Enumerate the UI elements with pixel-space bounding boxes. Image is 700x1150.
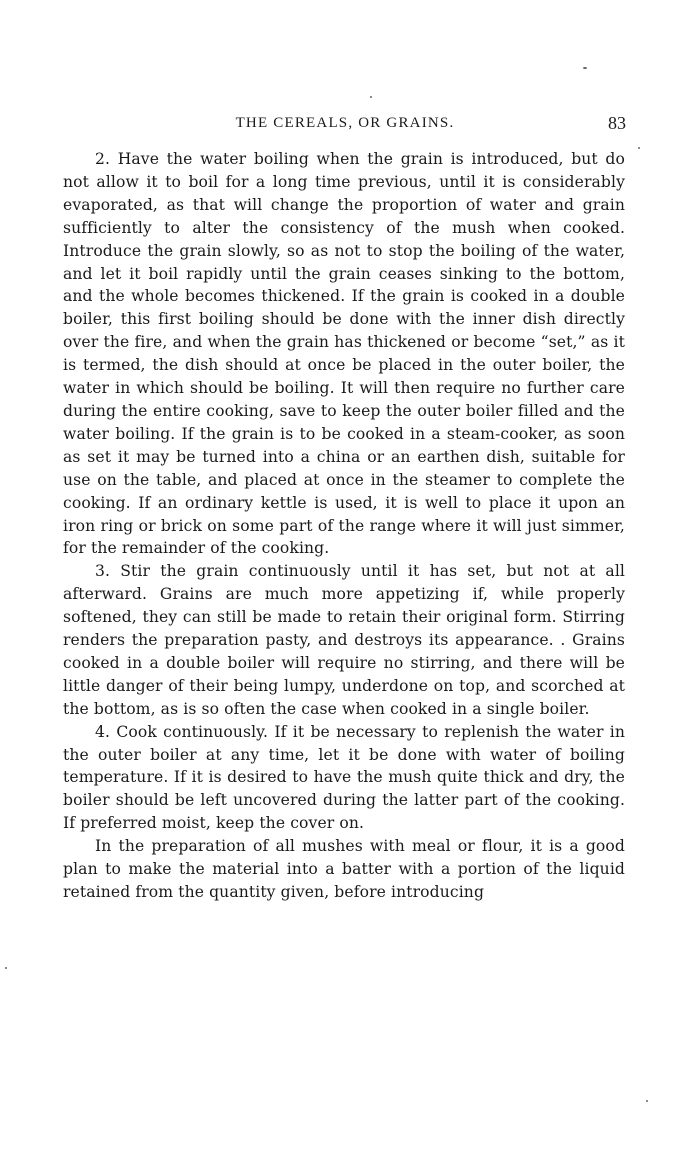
page-header (60, 108, 630, 138)
page-number: 83 (608, 113, 626, 133)
print-speck (583, 67, 587, 69)
print-speck (638, 147, 640, 149)
paragraph-mushes: In the preparation of all mushes with meal or flour, it is a good plan to make the material into a batter with a portion of the liquid retained from the quantity given, before introducing (63, 837, 625, 901)
running-head: THE CEREALS, OR GRAINS. (235, 115, 455, 131)
body-text (63, 148, 625, 904)
print-speck (370, 96, 372, 98)
paragraph-step-2: 2. Have the water boiling when the grain is introduced, but do not allow it to boil for a long time previous, until it is considerably evaporated, as that will change the proportion of water and grain sufficiently to alter the consistency of the mush when cooked. Introduce the grain slowly, so as not to stop the boiling of the water, and let it boil rapidly until the grain ceases sinking to the bottom, and the whole becomes thickened. If the grain is cooked in a double boiler, this first boiling should be done with the inner dish directly over the fire, and when the grain has thickened or become “set,” as it is termed, the dish should at once be placed in the outer boiler, the water in which should be boiling. It will then require no further care during the entire cooking, save to keep the outer boiler filled and the water boiling. If the grain is to be cooked in a steam-cooker, as soon as set it may be turned into a china or an earthen dish, suitable for use on the table, and placed at once in the steamer to complete the cooking. If an ordinary kettle is used, it is well to place it upon an iron ring or brick on some part of the range where it will just simmer, for the remainder of the cooking. (63, 150, 625, 558)
print-speck (5, 967, 7, 969)
paragraph-step-4: 4. Cook continuously. If it be necessary to replenish the water in the outer boiler at any time, let it be done with water of boiling temperature. If it is desired to have the mush quite thick and dry, the boiler should be left uncovered during the latter part of the cooking. If preferred moist, keep the cover on. (63, 722, 625, 833)
paragraph-step-3: 3. Stir the grain continuously until it has set, but not at all afterward. Grains are much more appetizing if, while properly softened, they can still be made to retain their original form. Stirring renders the preparation pasty, and destroys its appearance. . Grains cooked in a double boiler will require no stirring, and there will be little danger of their being lumpy, underdone on top, and scorched at the bottom, as is so often the case when cooked in a single boiler. (63, 562, 625, 718)
print-speck (646, 1100, 648, 1102)
